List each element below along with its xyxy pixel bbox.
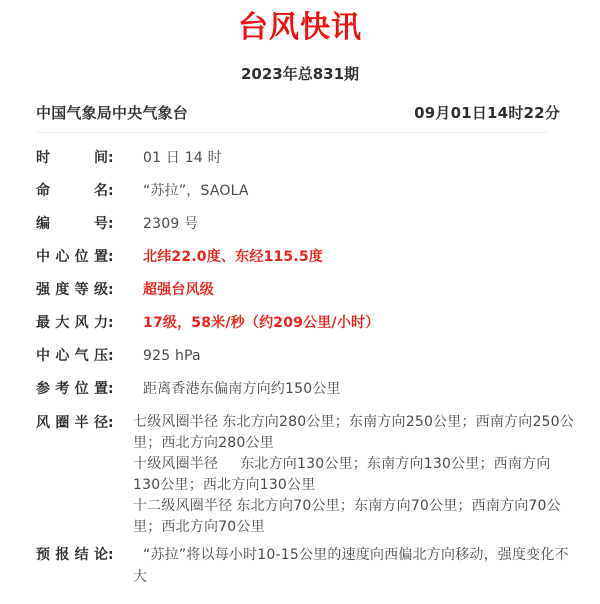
field-label-number: 编 号: bbox=[36, 208, 133, 241]
field-row-name bbox=[0, 175, 600, 208]
field-row-max-wind bbox=[0, 307, 600, 340]
field-row-time bbox=[0, 142, 600, 175]
field-label-center-position-text: 中心位置 bbox=[36, 249, 108, 265]
wind-radius-line-7 bbox=[133, 412, 576, 454]
wind-radius-tier-12: 十二级风圈半径 bbox=[133, 498, 233, 514]
field-row-center-pressure bbox=[0, 340, 600, 373]
field-label-reference-position: 参考位置: bbox=[36, 373, 133, 406]
field-label-reference-position-text: 参考位置 bbox=[36, 381, 108, 397]
field-value-max-wind: 17级，58米/秒（约209公里/小时） bbox=[143, 315, 380, 331]
field-value-center-pressure: 925 hPa bbox=[143, 348, 201, 364]
field-label-number-text: 编 号 bbox=[36, 216, 108, 232]
field-row-forecast bbox=[0, 538, 600, 588]
field-label-max-wind-text: 最大风力 bbox=[36, 315, 108, 331]
field-label-intensity-level-text: 强度等级 bbox=[36, 282, 108, 298]
issue-number: 2023年总831期 bbox=[240, 65, 360, 83]
field-row-reference-position bbox=[0, 373, 600, 406]
field-value-time: 01 日 14 时 bbox=[143, 150, 222, 166]
field-label-wind-radius: 风圈半径: bbox=[36, 406, 133, 436]
wind-radius-detail-12: 东北方向70公里；东南方向70公里；西南方向70公里；西北方向70公里 bbox=[133, 498, 561, 535]
field-value-intensity-level: 超强台风级 bbox=[143, 282, 214, 298]
field-label-intensity-level: 强度等级: bbox=[36, 274, 133, 307]
field-row-wind-radius bbox=[0, 406, 600, 538]
field-label-time-text: 时 间 bbox=[36, 150, 108, 166]
wind-radius-detail-10: 东北方向130公里；东南方向130公里；西南方向130公里；西北方向130公里 bbox=[133, 456, 551, 493]
field-value-forecast: “苏拉”将以每小时10-15公里的速度向西偏北方向移动，强度变化不大 bbox=[133, 547, 569, 585]
field-label-center-pressure: 中心气压: bbox=[36, 340, 133, 373]
wind-radius-detail-7: 东北方向280公里；东南方向250公里；西南方向250公里；西北方向280公里 bbox=[133, 414, 574, 451]
field-value-reference-position: 距离香港东偏南方向约150公里 bbox=[143, 381, 341, 397]
field-row-number bbox=[0, 208, 600, 241]
bulletin-field-list bbox=[0, 133, 600, 588]
wind-radius-line-10 bbox=[133, 454, 576, 496]
field-label-wind-radius-text: 风圈半径 bbox=[36, 415, 108, 431]
field-label-center-position: 中心位置: bbox=[36, 241, 133, 274]
field-label-time: 时 间: bbox=[36, 142, 133, 175]
organization-row bbox=[0, 102, 600, 123]
field-value-center-position: 北纬22.0度、东经115.5度 bbox=[143, 249, 324, 265]
field-row-center-position bbox=[0, 241, 600, 274]
field-row-intensity-level bbox=[0, 274, 600, 307]
field-label-max-wind: 最大风力: bbox=[36, 307, 133, 340]
page-title: 台风快讯 bbox=[238, 10, 362, 45]
wind-radius-line-12 bbox=[133, 496, 576, 538]
wind-radius-tier-10: 十级风圈半径 bbox=[133, 456, 219, 472]
issue-datetime: 09月01日14时22分 bbox=[414, 104, 560, 122]
field-label-center-pressure-text: 中心气压 bbox=[36, 348, 108, 364]
organization-name: 中国气象局中央气象台 bbox=[36, 104, 189, 122]
field-value-name: “苏拉”，SAOLA bbox=[143, 183, 249, 199]
field-label-name-text: 命 名 bbox=[36, 183, 108, 199]
field-label-forecast-text: 预报结论 bbox=[36, 547, 108, 563]
field-value-number: 2309 号 bbox=[143, 216, 199, 232]
field-value-wind-radius bbox=[133, 406, 586, 538]
field-label-name: 命 名: bbox=[36, 175, 133, 208]
field-label-forecast: 预报结论: bbox=[36, 538, 133, 568]
wind-radius-tier-7: 七级风圈半径 bbox=[133, 414, 219, 430]
